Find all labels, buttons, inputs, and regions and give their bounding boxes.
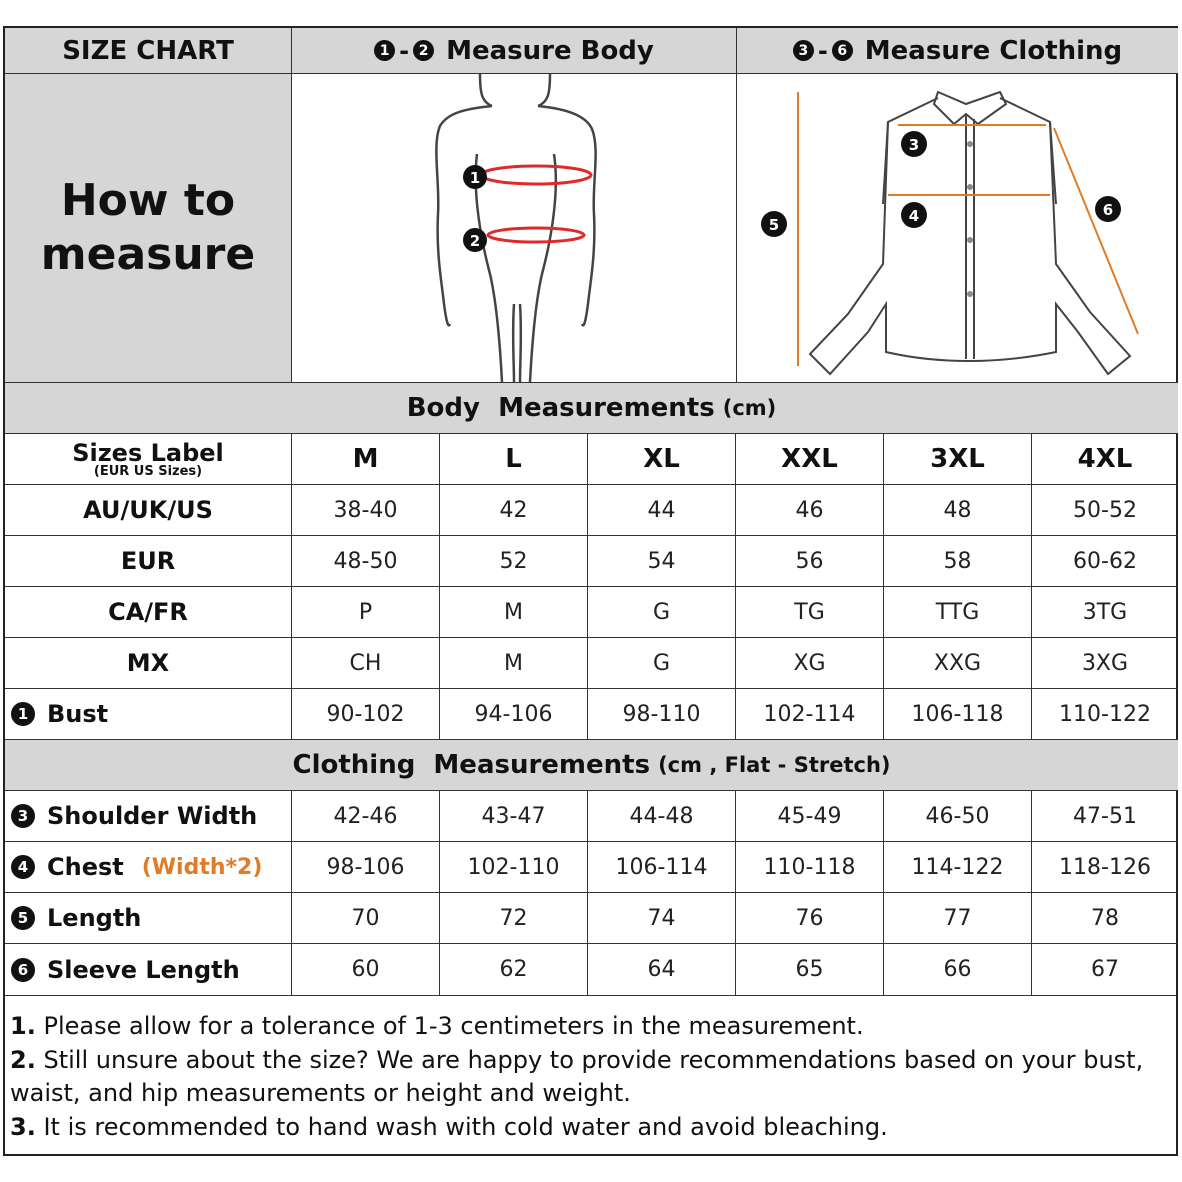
cell-value: 50-52 xyxy=(1073,497,1137,523)
clothing-row-label xyxy=(5,791,292,842)
notes-section xyxy=(10,1010,1170,1144)
table-cell xyxy=(884,893,1032,944)
table-cell xyxy=(736,944,884,995)
cell-value: 66 xyxy=(943,957,972,982)
bust-measure-line xyxy=(481,166,591,184)
cell-value: XG xyxy=(793,650,826,676)
cell-value: 98-106 xyxy=(326,854,405,880)
cell-value: 52 xyxy=(499,548,528,574)
table-cell xyxy=(440,536,588,587)
cell-value: 110-122 xyxy=(1059,701,1151,727)
measure-body-header: 1 - 2 Measure Body xyxy=(292,28,737,74)
cell-value: P xyxy=(358,599,373,625)
cell-value: 43-47 xyxy=(481,803,546,829)
clothing-row-label xyxy=(5,944,292,995)
cell-value: 98-110 xyxy=(622,701,701,727)
cell-value: 58 xyxy=(943,548,972,574)
table-cell xyxy=(588,485,736,536)
table-cell xyxy=(736,536,884,587)
cell-value: G xyxy=(652,650,671,676)
table-cell xyxy=(736,587,884,638)
table-cell xyxy=(440,485,588,536)
cell-value: 54 xyxy=(647,548,676,574)
cell-value: 94-106 xyxy=(474,701,553,727)
size-header-cell xyxy=(588,434,736,485)
cell-value: G xyxy=(652,599,671,625)
size-header-cell xyxy=(736,434,884,485)
cell-value: 72 xyxy=(499,905,528,931)
cell-value: XXG xyxy=(933,650,982,676)
cell-value: 118-126 xyxy=(1059,854,1151,880)
marker-6-icon xyxy=(1095,196,1121,222)
number-1-icon: 1 xyxy=(11,702,35,726)
size-label: XXL xyxy=(781,444,838,474)
cell-value: 102-110 xyxy=(467,854,560,880)
table-cell xyxy=(588,842,736,893)
table-cell xyxy=(588,791,736,842)
table-cell xyxy=(440,893,588,944)
note-1: 1. Please allow for a tolerance of 1-3 centimeters in the measurement. xyxy=(10,1012,864,1040)
table-cell xyxy=(884,485,1032,536)
table-cell xyxy=(1032,893,1178,944)
table-cell xyxy=(1032,536,1178,587)
table-cell xyxy=(292,842,440,893)
cell-value: 42 xyxy=(499,497,528,523)
body-row-label xyxy=(5,485,292,536)
table-cell xyxy=(736,893,884,944)
table-cell xyxy=(292,944,440,995)
body-row-label xyxy=(5,587,292,638)
table-cell xyxy=(292,536,440,587)
table-cell xyxy=(292,893,440,944)
body-row-label xyxy=(5,536,292,587)
cell-value: 70 xyxy=(351,905,380,931)
table-cell xyxy=(1032,587,1178,638)
cell-value: 44-48 xyxy=(629,803,694,829)
table-cell xyxy=(292,485,440,536)
table-cell xyxy=(736,638,884,689)
number-2-icon: 2 xyxy=(413,40,434,61)
svg-text:3: 3 xyxy=(908,136,919,154)
table-cell xyxy=(884,536,1032,587)
cell-value: 78 xyxy=(1091,905,1119,931)
row-label-text: Length xyxy=(47,904,142,932)
cell-value: 47-51 xyxy=(1073,803,1137,829)
svg-text:6: 6 xyxy=(1102,201,1113,219)
table-cell xyxy=(440,689,588,740)
table-cell xyxy=(1032,791,1178,842)
table-cell xyxy=(884,638,1032,689)
cell-value: 42-46 xyxy=(333,803,398,829)
cell-value: 77 xyxy=(943,905,972,931)
note-3: 3. It is recommended to hand wash with cold water and avoid bleaching. xyxy=(10,1112,888,1141)
marker-2-icon xyxy=(463,228,487,252)
row-label-text: Bust xyxy=(47,700,109,728)
cell-value: 106-118 xyxy=(911,701,1004,727)
cell-value: M xyxy=(504,650,523,676)
row-label-text: Shoulder Width xyxy=(47,802,258,830)
cell-value: 76 xyxy=(795,905,824,931)
table-cell xyxy=(292,638,440,689)
table-cell xyxy=(1032,944,1178,995)
marker-5-icon xyxy=(761,211,787,237)
table-cell xyxy=(884,587,1032,638)
body-row-label xyxy=(5,638,292,689)
cell-value: 110-118 xyxy=(763,854,856,880)
cell-value: TG xyxy=(794,599,825,625)
cell-value: 3TG xyxy=(1082,599,1128,625)
table-cell xyxy=(588,893,736,944)
number-5-icon: 5 xyxy=(11,906,35,930)
number-3-icon: 3 xyxy=(11,804,35,828)
cell-value: CH xyxy=(349,650,382,676)
cell-value: 114-122 xyxy=(911,854,1004,880)
cell-value: 65 xyxy=(795,957,824,982)
table-cell xyxy=(440,638,588,689)
shirt-illustration xyxy=(738,74,1178,382)
cell-value: 38-40 xyxy=(333,497,398,523)
svg-text:4: 4 xyxy=(908,207,919,225)
cell-value: 102-114 xyxy=(763,701,856,727)
sizes-label-cell: Sizes Label (EUR US Sizes) xyxy=(5,434,292,485)
row-label-text: MX xyxy=(126,649,170,677)
size-label: XL xyxy=(643,444,680,474)
how-to-line2: measure xyxy=(40,229,256,280)
svg-text:2: 2 xyxy=(469,232,481,250)
table-cell xyxy=(736,791,884,842)
size-label: 3XL xyxy=(930,444,985,474)
cell-value: 74 xyxy=(647,905,676,931)
table-cell xyxy=(884,791,1032,842)
note-2: 2. Still unsure about the size? We are happy to provide recommendations based on your bust, waist, and hip measurements or height and weight. xyxy=(10,1045,1144,1107)
table-cell xyxy=(588,638,736,689)
shirt-diagram-cell xyxy=(737,74,1178,383)
clothing-row-label xyxy=(5,842,292,893)
how-to-line1: How to xyxy=(60,175,236,226)
size-label: 4XL xyxy=(1077,444,1133,474)
table-cell xyxy=(1032,689,1178,740)
cell-value: 46-50 xyxy=(925,803,990,829)
table-cell xyxy=(1032,485,1178,536)
cell-value: 48 xyxy=(943,497,972,523)
table-cell xyxy=(588,689,736,740)
marker-4-icon xyxy=(901,202,927,228)
table-cell xyxy=(1032,638,1178,689)
clothing-measurements-header: Clothing Measurements (cm , Flat - Stretch) xyxy=(5,740,1178,791)
size-chart-frame xyxy=(3,26,1178,1156)
row-label-text: CA/FR xyxy=(108,598,188,626)
number-3-icon: 3 xyxy=(793,40,814,61)
cell-value: 62 xyxy=(499,957,528,982)
waist-measure-line xyxy=(488,228,584,242)
table-cell xyxy=(292,689,440,740)
cell-value: 64 xyxy=(647,957,676,982)
cell-value: 48-50 xyxy=(333,548,398,574)
cell-value: 44 xyxy=(647,497,676,523)
table-cell xyxy=(736,485,884,536)
cell-value: 60 xyxy=(351,957,380,982)
row-label-text: Sleeve Length xyxy=(47,955,240,984)
cell-value: M xyxy=(504,599,523,625)
cell-value: 56 xyxy=(795,548,824,574)
size-header-cell xyxy=(884,434,1032,485)
number-6-icon: 6 xyxy=(11,958,35,982)
row-label-text: Chest xyxy=(47,853,124,881)
how-to-measure-cell xyxy=(5,74,292,383)
table-cell xyxy=(440,842,588,893)
table-cell xyxy=(588,536,736,587)
table-cell xyxy=(440,587,588,638)
marker-3-icon xyxy=(901,131,927,157)
size-header-cell xyxy=(1032,434,1178,485)
svg-text:5: 5 xyxy=(768,216,779,234)
svg-text:1: 1 xyxy=(469,169,481,187)
row-label-note: (Width*2) xyxy=(141,854,263,880)
number-1-icon: 1 xyxy=(374,40,395,61)
table-cell xyxy=(736,689,884,740)
table-cell xyxy=(440,944,588,995)
table-cell xyxy=(292,587,440,638)
cell-value: 46 xyxy=(795,497,824,523)
cell-value: 90-102 xyxy=(326,701,405,727)
row-label-text: AU/UK/US xyxy=(83,496,213,524)
body-diagram-cell xyxy=(292,74,737,383)
cell-value: TTG xyxy=(935,599,980,625)
table-cell xyxy=(440,791,588,842)
table-cell xyxy=(292,791,440,842)
size-label: L xyxy=(505,444,522,474)
table-cell xyxy=(588,587,736,638)
number-4-icon: 4 xyxy=(11,855,35,879)
size-header-cell xyxy=(292,434,440,485)
cell-value: 45-49 xyxy=(777,803,842,829)
measure-clothing-header: 3 - 6 Measure Clothing xyxy=(737,28,1178,74)
cell-value: 67 xyxy=(1091,957,1119,982)
body-figure-illustration xyxy=(292,74,736,382)
body-row-label xyxy=(5,689,292,740)
number-6-icon: 6 xyxy=(832,40,853,61)
cell-value: 60-62 xyxy=(1073,548,1137,574)
marker-1-icon xyxy=(463,165,487,189)
size-label: M xyxy=(352,444,379,474)
size-header-cell xyxy=(440,434,588,485)
table-cell xyxy=(884,689,1032,740)
cell-value: 106-114 xyxy=(615,854,708,880)
size-chart-title: SIZE CHART xyxy=(5,28,292,74)
table-cell xyxy=(736,842,884,893)
table-cell xyxy=(884,944,1032,995)
row-label-text: EUR xyxy=(120,547,176,575)
body-measurements-header: Body Measurements (cm) xyxy=(5,383,1178,434)
clothing-row-label xyxy=(5,893,292,944)
table-cell xyxy=(884,842,1032,893)
table-cell xyxy=(1032,842,1178,893)
table-cell xyxy=(588,944,736,995)
cell-value: 3XG xyxy=(1081,650,1129,676)
